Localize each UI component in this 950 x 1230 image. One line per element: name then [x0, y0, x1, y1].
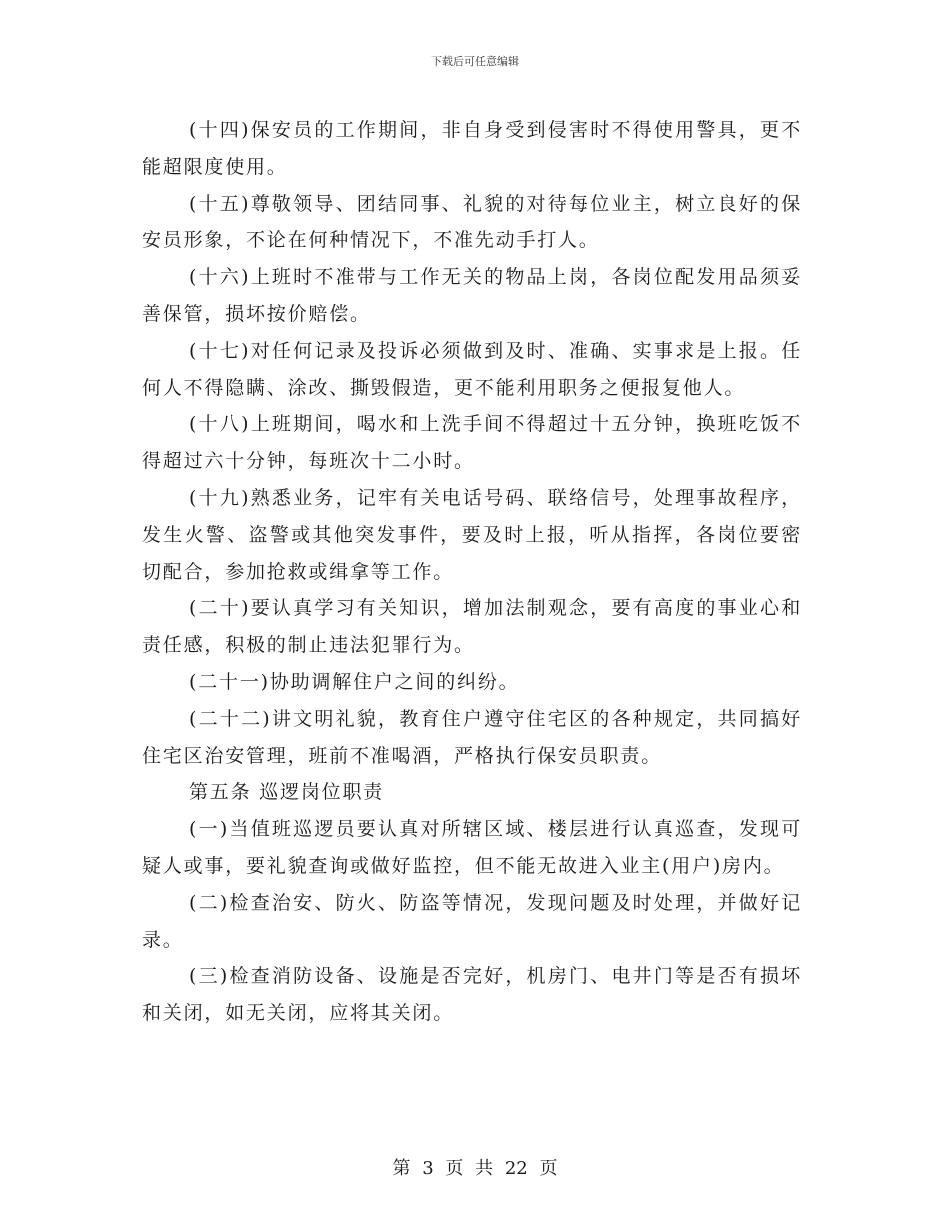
paragraph: (二十)要认真学习有关知识，增加法制观念，要有高度的事业心和责任感，积极的制止违法犯罪行为。	[142, 597, 802, 657]
paragraph: (十七)对任何记录及投诉必须做到及时、准确、实事求是上报。任何人不得隐瞒、涂改、撕毁假造，更不能利用职务之便报复他人。	[142, 339, 802, 399]
paragraph: (十四)保安员的工作期间，非自身受到侵害时不得使用警具，更不能超限度使用。	[142, 119, 802, 178]
paragraph: (一)当值班巡逻员要认真对所辖区域、楼层进行认真巡查，发现可疑人或事，要礼貌查询或做好监控，但不能无故进入业主(用户)房内。	[142, 818, 802, 877]
document-body	[142, 112, 802, 1032]
page-number: 第 3 页 共 22 页	[392, 1158, 558, 1179]
page-header: 下载后可任意编辑	[431, 55, 519, 68]
paragraph: (十八)上班期间，喝水和上洗手间不得超过十五分钟，换班吃饭不得超过六十分钟，每班次十二小时。	[142, 413, 802, 473]
paragraph: (二)检查治安、防火、防盗等情况，发现问题及时处理，并做好记录。	[142, 891, 802, 951]
paragraph: (十五)尊敬领导、团结同事、礼貌的对待每位业主，树立良好的保安员形象，不论在何种情况下，不准先动手打人。	[142, 192, 802, 252]
paragraph: (二十二)讲文明礼貌，教育住户遵守住宅区的各种规定，共同搞好住宅区治安管理，班前不准喝酒，严格执行保安员职责。	[142, 707, 802, 767]
section-heading: 第五条 巡逻岗位职责	[189, 781, 385, 804]
paragraph: (二十一)协助调解住户之间的纠纷。	[189, 670, 520, 693]
paragraph: (三)检查消防设备、设施是否完好，机房门、电井门等是否有损坏和关闭，如无关闭，应将其关闭。	[142, 965, 802, 1025]
paragraph: (十六)上班时不准带与工作无关的物品上岗，各岗位配发用品须妥善保管，损坏按价赔偿。	[142, 266, 802, 325]
paragraph: (十九)熟悉业务，记牢有关电话号码、联络信号，处理事故程序，发生火警、盗警或其他突发事件，要及时上报，听从指挥，各岗位要密切配合，参加抢救或缉拿等工作。	[142, 486, 802, 583]
